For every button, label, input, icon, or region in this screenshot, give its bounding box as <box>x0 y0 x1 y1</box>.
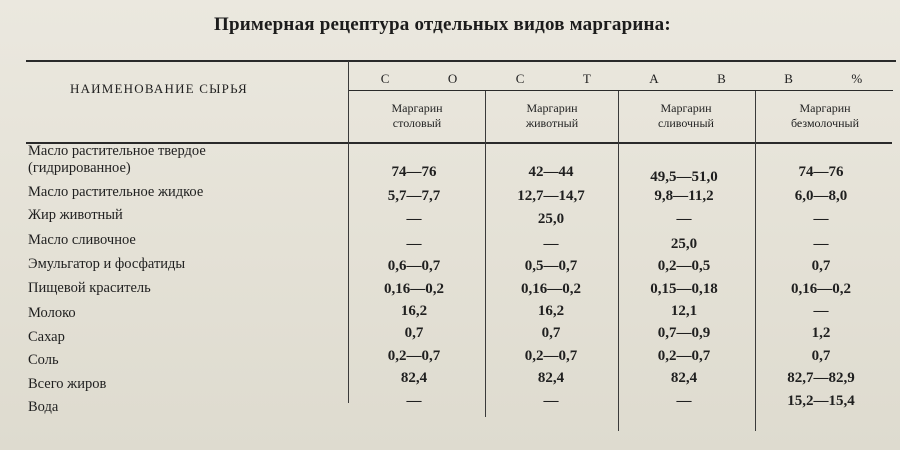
column-header-animal: Маргарин животный <box>525 101 579 130</box>
table-cell: 0,16—0,2 <box>384 281 444 297</box>
column-header-dairy-free: Маргарин безмолочный <box>790 101 860 130</box>
row-label: Масло сливочное <box>28 232 136 248</box>
composition-letter: С <box>380 71 391 86</box>
table-cell: 0,6—0,7 <box>387 258 441 274</box>
row-label: Масло растительное твердое <box>28 143 206 159</box>
row-label: Жир животный <box>28 207 123 223</box>
table-cell: 42—44 <box>528 164 574 180</box>
table-cell: 74—76 <box>798 164 844 180</box>
column-divider <box>485 91 486 417</box>
row-label: Всего жиров <box>28 376 107 392</box>
table-cell: 6,0—8,0 <box>794 188 848 204</box>
table-cell: 9,8—11,2 <box>654 188 714 204</box>
table-cell: — <box>406 393 422 409</box>
composition-letter: О <box>447 71 459 86</box>
row-label: Молоко <box>28 305 76 321</box>
table-cell: 0,7 <box>811 348 831 364</box>
row-label: Эмульгатор и фосфатиды <box>28 256 186 272</box>
table-cell: 0,2—0,7 <box>657 348 711 364</box>
column-header-table: Маргарин столовый <box>391 101 443 130</box>
table-cell: 82,7—82,9 <box>787 370 855 386</box>
table-cell: 0,7 <box>541 325 561 341</box>
table-cell: 25,0 <box>537 211 565 227</box>
table-cell: 0,7 <box>404 325 424 341</box>
table-cell: 5,7—7,7 <box>387 188 441 204</box>
table-cell: 16,2 <box>537 303 565 319</box>
row-label: Сахар <box>28 329 65 345</box>
table-cell: 82,4 <box>670 370 698 386</box>
composition-header <box>352 71 892 87</box>
table-title: Примерная рецептура отдельных видов маргарина: <box>214 14 671 35</box>
table-cell: 12,7—14,7 <box>517 188 585 204</box>
table-cell: 0,15—0,18 <box>650 281 718 297</box>
table-cell: 0,2—0,5 <box>657 258 711 274</box>
table-cell: — <box>676 393 692 409</box>
composition-letter: А <box>649 71 660 86</box>
table-cell: — <box>813 303 829 319</box>
composition-letter: Т <box>582 71 592 86</box>
table-cell: — <box>406 236 422 252</box>
top-rule <box>26 60 896 62</box>
table-cell: — <box>543 236 559 252</box>
composition-letter: С <box>515 71 526 86</box>
name-column-header: НАИМЕНОВАНИЕ СЫРЬЯ <box>70 81 248 96</box>
row-label: Масло растительное жидкое <box>28 184 204 200</box>
table-cell: 82,4 <box>400 370 428 386</box>
table-cell: — <box>813 236 829 252</box>
table-cell: 25,0 <box>670 236 698 252</box>
composition-letter: В <box>784 71 794 86</box>
table-cell: 49,5—51,0 <box>650 169 718 185</box>
table-cell: — <box>813 211 829 227</box>
table-cell: 16,2 <box>400 303 428 319</box>
table-cell: 12,1 <box>670 303 698 319</box>
table-cell: 1,2 <box>811 325 831 341</box>
table-cell: 15,2—15,4 <box>787 393 855 409</box>
table-cell: 0,5—0,7 <box>524 258 578 274</box>
row-label: Пищевой краситель <box>28 280 151 296</box>
composition-letter: % <box>851 71 864 86</box>
row-label: (гидрированное) <box>28 160 131 176</box>
table-cell: 0,2—0,7 <box>387 348 441 364</box>
table-cell: — <box>406 211 422 227</box>
table-cell: 0,2—0,7 <box>524 348 578 364</box>
table-cell: 82,4 <box>537 370 565 386</box>
table-cell: — <box>676 211 692 227</box>
row-label: Соль <box>28 352 59 368</box>
composition-letter: В <box>717 71 727 86</box>
row-label: Вода <box>28 399 59 415</box>
table-cell: 0,7—0,9 <box>657 325 711 341</box>
table-cell: — <box>543 393 559 409</box>
composition-rule <box>348 90 893 91</box>
table-cell: 0,16—0,2 <box>521 281 581 297</box>
table-cell: 0,7 <box>811 258 831 274</box>
table-cell: 74—76 <box>391 164 437 180</box>
table-cell: 0,16—0,2 <box>791 281 851 297</box>
column-header-creamy: Маргарин сливочный <box>658 101 714 130</box>
